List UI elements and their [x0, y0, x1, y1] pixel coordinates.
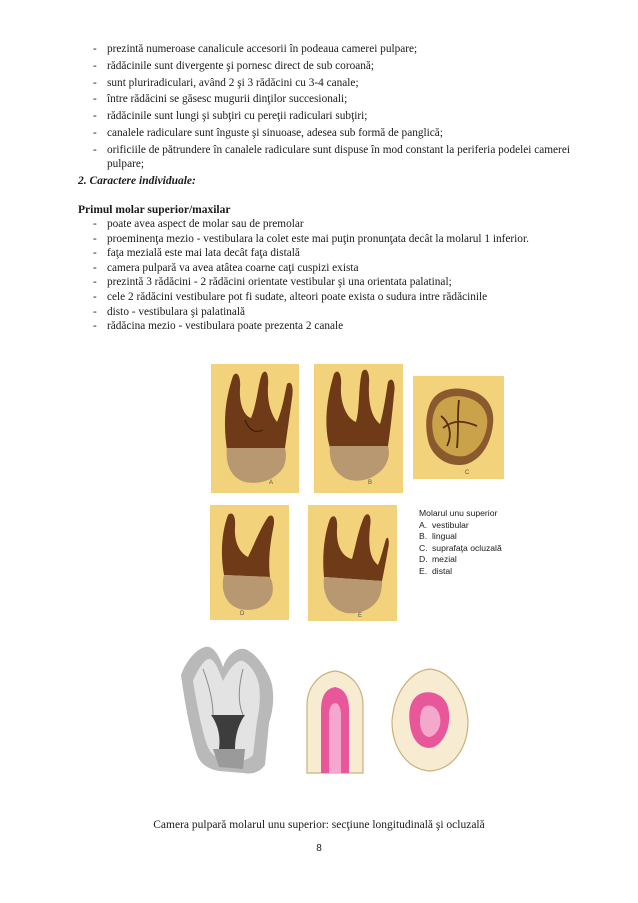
figure-legend [419, 508, 502, 578]
tooth-section-longitudinal-drawing [173, 645, 285, 780]
legend-title: Molarul unu superior [419, 508, 498, 518]
tooth-photo-distal [308, 505, 397, 621]
list-item: - prezintă 3 rădăcini - 2 rădăcini orientate vestibular şi una orientata palatinal; [107, 275, 582, 289]
list-item: - poate avea aspect de molar sau de premolar [107, 217, 582, 231]
image-label: C [465, 470, 470, 476]
tooth-photo-vestibular [211, 364, 299, 493]
page-number: 8 [316, 843, 322, 854]
intro-bullet-list [107, 42, 577, 174]
molar-bullet-list [107, 217, 582, 334]
image-label: A [269, 480, 274, 486]
list-item: - orificiile de pătrundere în canalele radiculare sunt dispuse în mod constant la periferia podelei camerei pulpare; [107, 143, 577, 171]
subsection-title: Primul molar superior/maxilar [78, 204, 231, 216]
list-item: - prezintă numeroase canalicule accesorii în podeaua camerei pulpare; [107, 42, 577, 56]
pulp-chamber-longitudinal-diagram [297, 665, 373, 775]
pulp-chamber-occlusal-diagram [388, 665, 472, 776]
tooth-photo-occlusal [413, 376, 504, 479]
legend-item: B. lingual [419, 531, 457, 542]
legend-item: A. vestibular [419, 519, 469, 530]
section-title: 2. Caractere individuale: [78, 175, 196, 187]
image-label: B [368, 480, 373, 486]
list-item: - între rădăcini se găsesc mugurii dinţilor succesionali; [107, 92, 577, 106]
legend-item: E. distal [419, 565, 453, 576]
list-item: - rădăcinile sunt lungi şi subţiri cu pereţii radiculari subţiri; [107, 109, 577, 123]
list-item: - sunt pluriradiculari, având 2 şi 3 rădăcini cu 3-4 canale; [107, 76, 577, 90]
list-item: - disto - vestibulara şi palatinală [107, 305, 582, 319]
image-label: D [240, 611, 245, 617]
legend-list [419, 520, 502, 578]
list-item: - rădăcinile sunt divergente şi pornesc direct de sub coroană; [107, 59, 577, 73]
tooth-photo-lingual [314, 364, 403, 493]
list-item: - cele 2 rădăcini vestibulare pot fi sudate, alteori poate exista o sudura intre rădăcinile [107, 290, 582, 304]
tooth-photo-mesial [210, 505, 289, 620]
list-item: - canalele radiculare sunt înguste şi sinuoase, adesea sub formă de panglică; [107, 126, 577, 140]
legend-item: D. mezial [419, 554, 457, 565]
list-item: - faţa mezială este mai lata decât faţa distală [107, 246, 582, 260]
list-item: - rădăcina mezio - vestibulara poate prezenta 2 canale [107, 319, 582, 333]
legend-item: C. suprafaţa ocluzală [419, 542, 502, 553]
list-item: - proeminenţa mezio - vestibulara la colet este mai puţin pronunţata decât la molarul 1 inferior. [107, 232, 582, 246]
figure-caption: Camera pulpară molarul unu superior: secţiune longitudinală şi ocluzală [153, 819, 485, 831]
image-label: E [358, 613, 363, 619]
list-item: - camera pulpară va avea atâtea coarne caţi cuspizi exista [107, 261, 582, 275]
